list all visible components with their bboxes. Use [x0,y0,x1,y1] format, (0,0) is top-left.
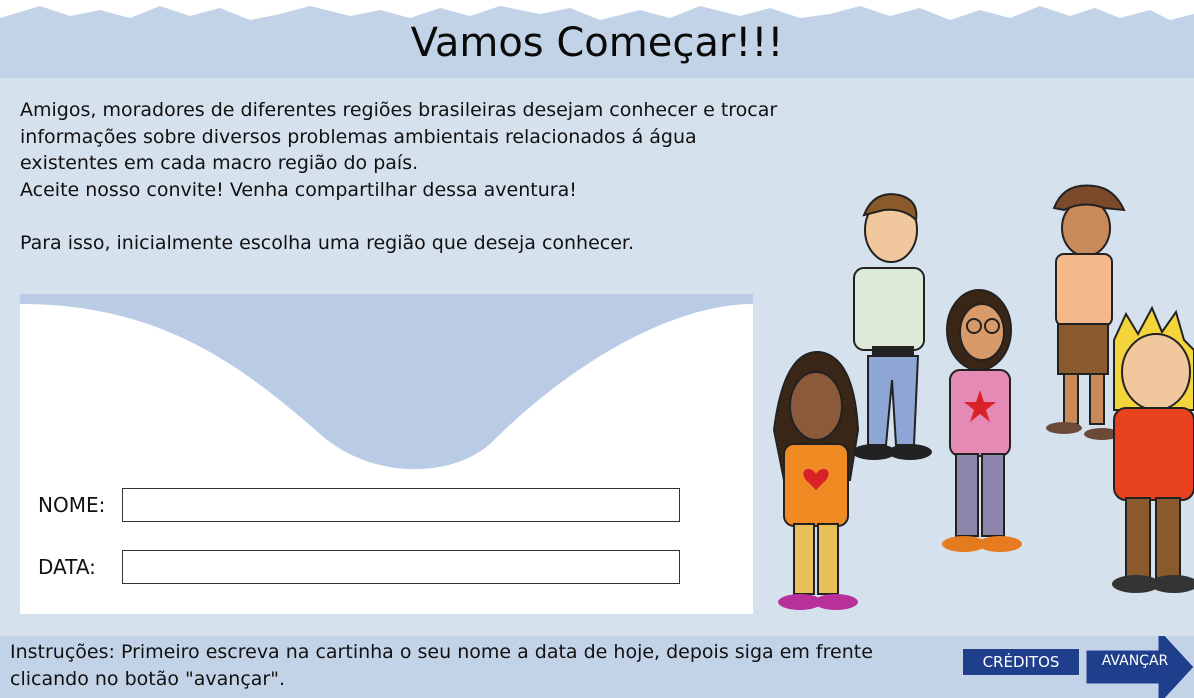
footer-bar [0,636,1194,698]
name-label: NOME: [38,493,106,517]
spacer [20,203,800,230]
name-input[interactable] [122,488,680,522]
instructions-text: Instruções: Primeiro escreva na cartinha o seu nome a data de hoje, depois siga em frente clicando no botão "avançar". [10,641,873,690]
character-girl-glasses [942,290,1022,552]
intro-paragraph: Amigos, moradores de diferentes regiões brasileiras desejam conhecer e trocar informações sobre diversos problemas ambientais relacionados á água existentes em cada macro região do país. [20,99,778,174]
next-button-label: AVANÇAR [1101,653,1169,669]
name-row [38,486,680,524]
character-man [852,194,932,460]
letter-wave [20,294,753,474]
character-boy-hat [1046,185,1124,440]
intro-text [20,97,800,256]
next-button[interactable] [1086,636,1194,698]
character-boy-blonde [1112,308,1194,593]
character-girl-heart [774,352,858,610]
letter-card [20,294,753,614]
intro-invitation: Aceite nosso convite! Venha compartilhar dessa aventura! [20,178,577,201]
header-band [0,0,1194,78]
arrow-right-icon [1086,636,1194,698]
date-input[interactable] [122,550,680,584]
intro-choose-region: Para isso, inicialmente escolha uma região que deseja conhecer. [20,231,635,254]
page-title: Vamos Começar!!! [410,20,784,66]
date-row [38,548,680,586]
characters-illustration [764,180,1194,616]
date-label: DATA: [38,555,96,579]
credits-button[interactable]: CRÉDITOS [962,648,1080,676]
